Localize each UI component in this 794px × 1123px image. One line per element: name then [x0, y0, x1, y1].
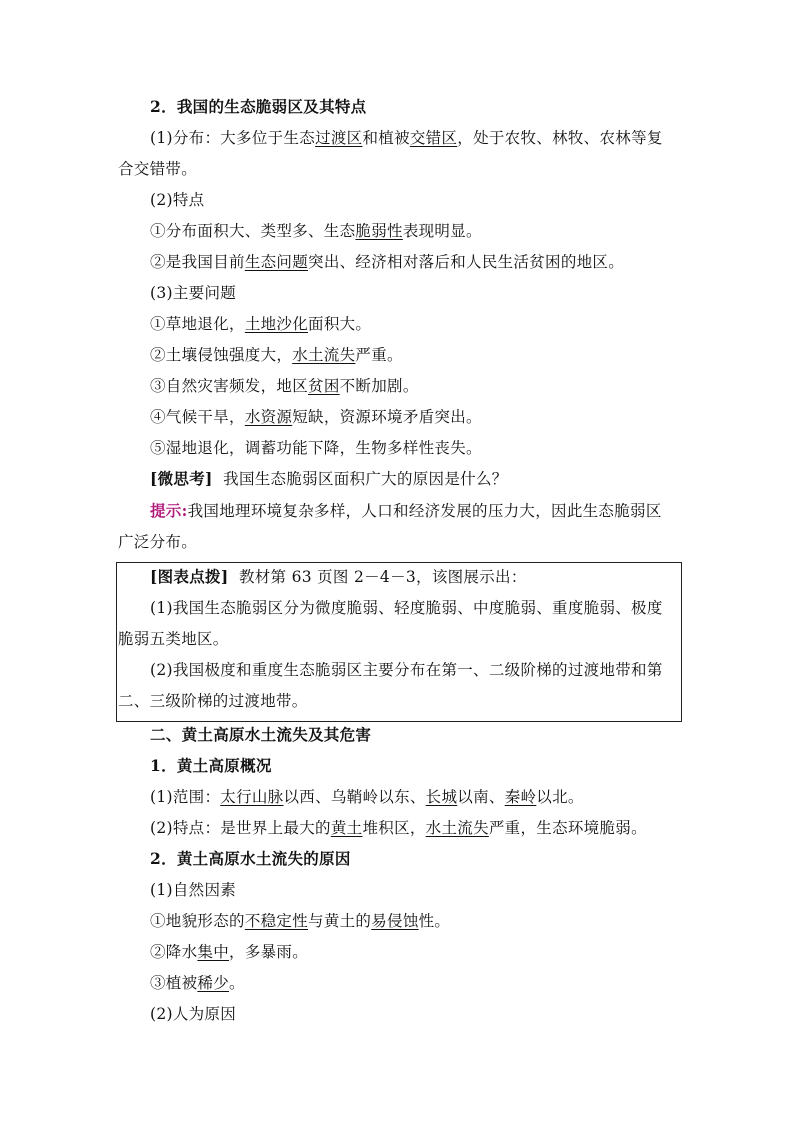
underlined-term: 易侵蚀 [371, 912, 419, 930]
question-text: 我国生态脆弱区面积广大的原因是什么？ [223, 470, 508, 488]
hint-label: 提示: [150, 501, 188, 520]
natural-title: (1)自然因素 [150, 881, 237, 899]
text: ，处于农牧、林牧、农林等复 [457, 129, 663, 147]
text: 以南、 [457, 788, 505, 806]
figure-intro [150, 566, 527, 588]
text: ，多暴雨。 [229, 943, 309, 961]
text: 。 [229, 974, 245, 992]
underlined-term: 水土流失 [292, 346, 356, 364]
text: 以北。 [536, 788, 584, 806]
text: 严重，生态环境脆弱。 [488, 819, 647, 837]
figure-tag: [图表点拨] [150, 567, 229, 586]
text: 以西、乌鞘岭以东、 [283, 788, 426, 806]
underlined-term: 过渡区 [315, 129, 363, 147]
feature-1 [150, 220, 482, 242]
figure-item-2-cont: 二、三级阶梯的过渡地带。 [118, 692, 308, 710]
figure-item-1: (1)我国生态脆弱区分为微度脆弱、轻度脆弱、中度脆弱、重度脆弱、极度 [150, 599, 663, 617]
section-title: 2．我国的生态脆弱区及其特点 [150, 97, 367, 116]
cause-3 [150, 972, 245, 994]
text: ①分布面积大、类型多、生态 [150, 222, 356, 240]
underlined-term: 水资源 [244, 408, 293, 426]
text: (2)特点：是世界上最大的 [150, 819, 331, 837]
underlined-term: 脆弱性 [355, 222, 403, 240]
text: ④气候干旱， [150, 408, 245, 426]
think-question [150, 468, 508, 490]
hint-text: 我国地理环境复杂多样，人口和经济发展的压力大，因此生态脆弱区 [187, 502, 662, 520]
distribution-cont: 合交错带。 [118, 160, 198, 178]
traits-line [150, 817, 647, 839]
problem-1 [150, 313, 371, 335]
text: 堆积区， [362, 819, 426, 837]
part2-heading: 二、黄土高原水土流失及其危害 [150, 725, 372, 744]
causes-title: 2．黄土高原水土流失的原因 [150, 849, 351, 868]
feature-2 [150, 251, 624, 273]
problem-2 [150, 344, 403, 366]
text: 与黄土的 [308, 912, 372, 930]
text: 突出、经济相对落后和人民生活贫困的地区。 [308, 253, 625, 271]
underlined-term: 黄土 [330, 819, 363, 837]
problems-title: (3)主要问题 [150, 284, 237, 302]
distribution-line [150, 127, 663, 149]
hint-line [150, 500, 662, 522]
text: (1)范围： [150, 788, 221, 806]
human-title: (2)人为原因 [150, 1005, 237, 1023]
underlined-term: 土地沙化 [244, 315, 309, 333]
text: ③自然灾害频发，地区 [150, 377, 309, 395]
underlined-term: 集中 [197, 943, 230, 961]
text: ③植被 [150, 974, 198, 992]
figure-item-1-cont: 脆弱五类地区。 [118, 630, 229, 648]
problem-5 [150, 437, 482, 459]
text: ②降水 [150, 943, 198, 961]
underlined-term: 水土流失 [425, 819, 489, 837]
problem-3 [150, 375, 419, 397]
problem-4 [150, 406, 482, 428]
text: ②土壤侵蚀强度大， [150, 346, 293, 364]
underlined-term: 太行山脉 [220, 788, 284, 806]
text: 表现明显。 [402, 222, 482, 240]
text: 严重。 [355, 346, 403, 364]
cause-1 [150, 910, 450, 932]
text: ⑤湿地退化，调蓄功能下降，生物多样性丧失。 [150, 439, 482, 457]
text: ①草地退化， [150, 315, 245, 333]
cause-2 [150, 941, 308, 963]
underlined-term: 长城 [425, 788, 458, 806]
underlined-term: 秦岭 [504, 788, 537, 806]
figure-intro-text: 教材第 63 页图 2－4－3，该图展示出： [238, 568, 527, 586]
text: 性。 [418, 912, 451, 930]
text: 和植被 [362, 129, 410, 147]
text: 不断加剧。 [339, 377, 419, 395]
hint-cont: 广泛分布。 [118, 533, 198, 551]
think-tag: [微思考] [150, 469, 213, 488]
text: ②是我国目前 [150, 253, 245, 271]
text: (1)分布：大多位于生态 [150, 129, 316, 147]
underlined-term: 交错区 [409, 129, 458, 147]
text: 短缺，资源环境矛盾突出。 [292, 408, 482, 426]
underlined-term: 贫困 [308, 377, 340, 395]
underlined-term: 稀少 [197, 974, 230, 992]
figure-item-2: (2)我国极度和重度生态脆弱区主要分布在第一、二级阶梯的过渡地带和第 [150, 661, 663, 679]
features-title: (2)特点 [150, 191, 205, 209]
underlined-term: 不稳定性 [244, 912, 309, 930]
range-line [150, 786, 584, 808]
overview-title: 1．黄土高原概况 [150, 756, 272, 775]
underlined-term: 生态问题 [244, 253, 309, 271]
text: 面积大。 [308, 315, 372, 333]
text: ①地貌形态的 [150, 912, 245, 930]
